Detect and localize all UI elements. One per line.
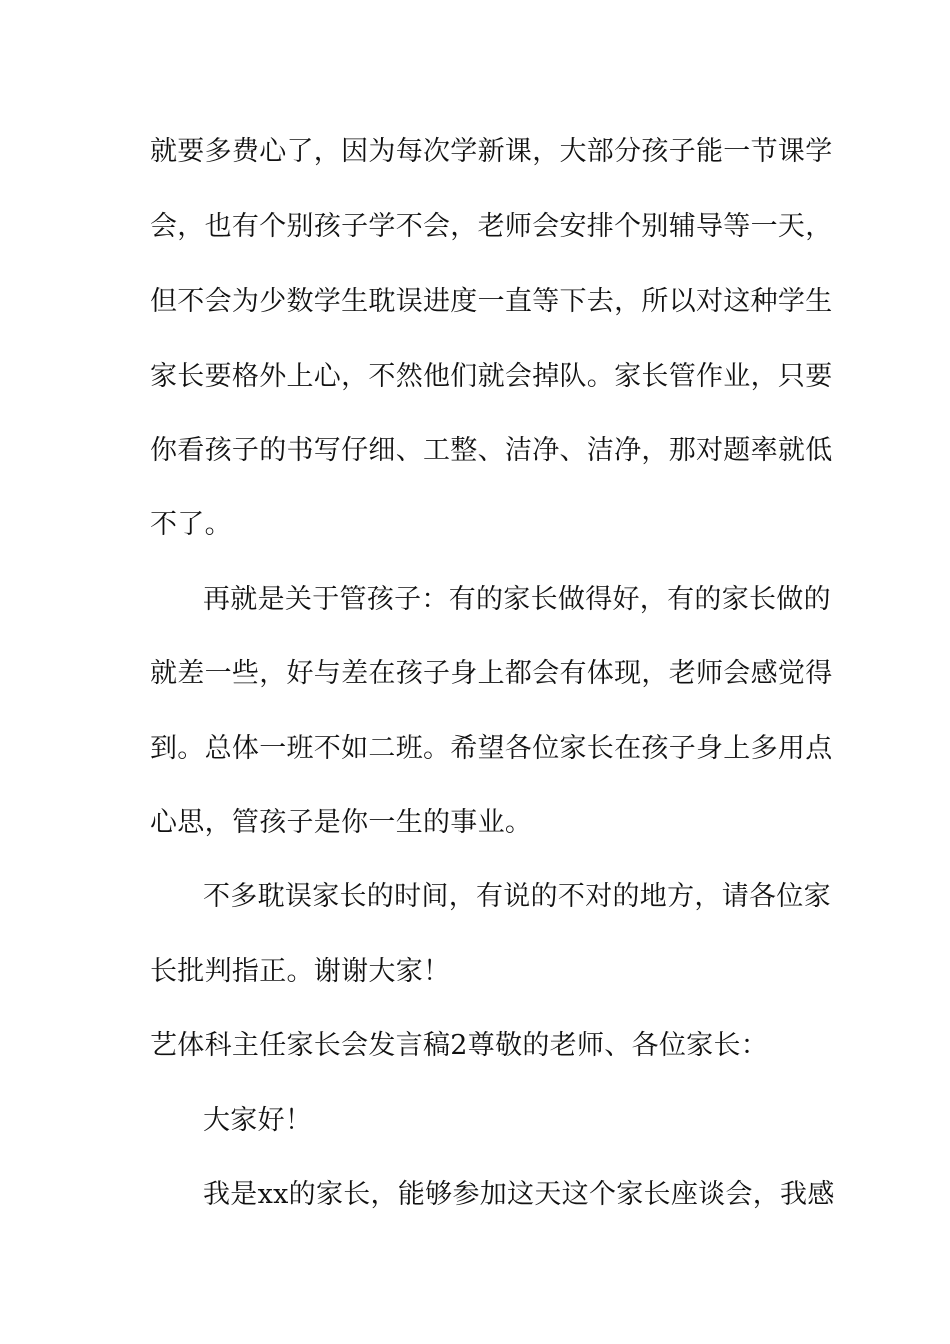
text-line: 会，也有个别孩子学不会，老师会安排个别辅导等一天， [150, 211, 833, 242]
text-line: 再就是关于管孩子：有的家长做得好，有的家长做的 [203, 584, 831, 615]
greeting-line: 大家好！ [203, 1105, 313, 1136]
text-line: 就要多费心了，因为每次学新课，大部分孩子能一节课学 [150, 136, 833, 167]
section-heading: 艺体科主任家长会发言稿2尊敬的老师、各位家长： [150, 1030, 769, 1061]
text-line: 不多耽误家长的时间，有说的不对的地方，请各位家 [203, 881, 831, 912]
text-line: 就差一些，好与差在孩子身上都会有体现，老师会感觉得 [150, 658, 833, 689]
text-line: 我是xx的家长，能够参加这天这个家长座谈会，我感 [203, 1179, 835, 1210]
text-line: 到。总体一班不如二班。希望各位家长在孩子身上多用点 [150, 733, 833, 764]
text-line: 心思，管孩子是你一生的事业。 [150, 807, 533, 838]
text-line: 长批判指正。谢谢大家！ [150, 956, 451, 987]
text-line: 不了。 [150, 509, 232, 540]
text-line: 你看孩子的书写仔细、工整、洁净、洁净，那对题率就低 [150, 435, 833, 466]
text-line: 但不会为少数学生耽误进度一直等下去，所以对这种学生 [150, 286, 833, 317]
text-line: 家长要格外上心，不然他们就会掉队。家长管作业，只要 [150, 361, 833, 392]
